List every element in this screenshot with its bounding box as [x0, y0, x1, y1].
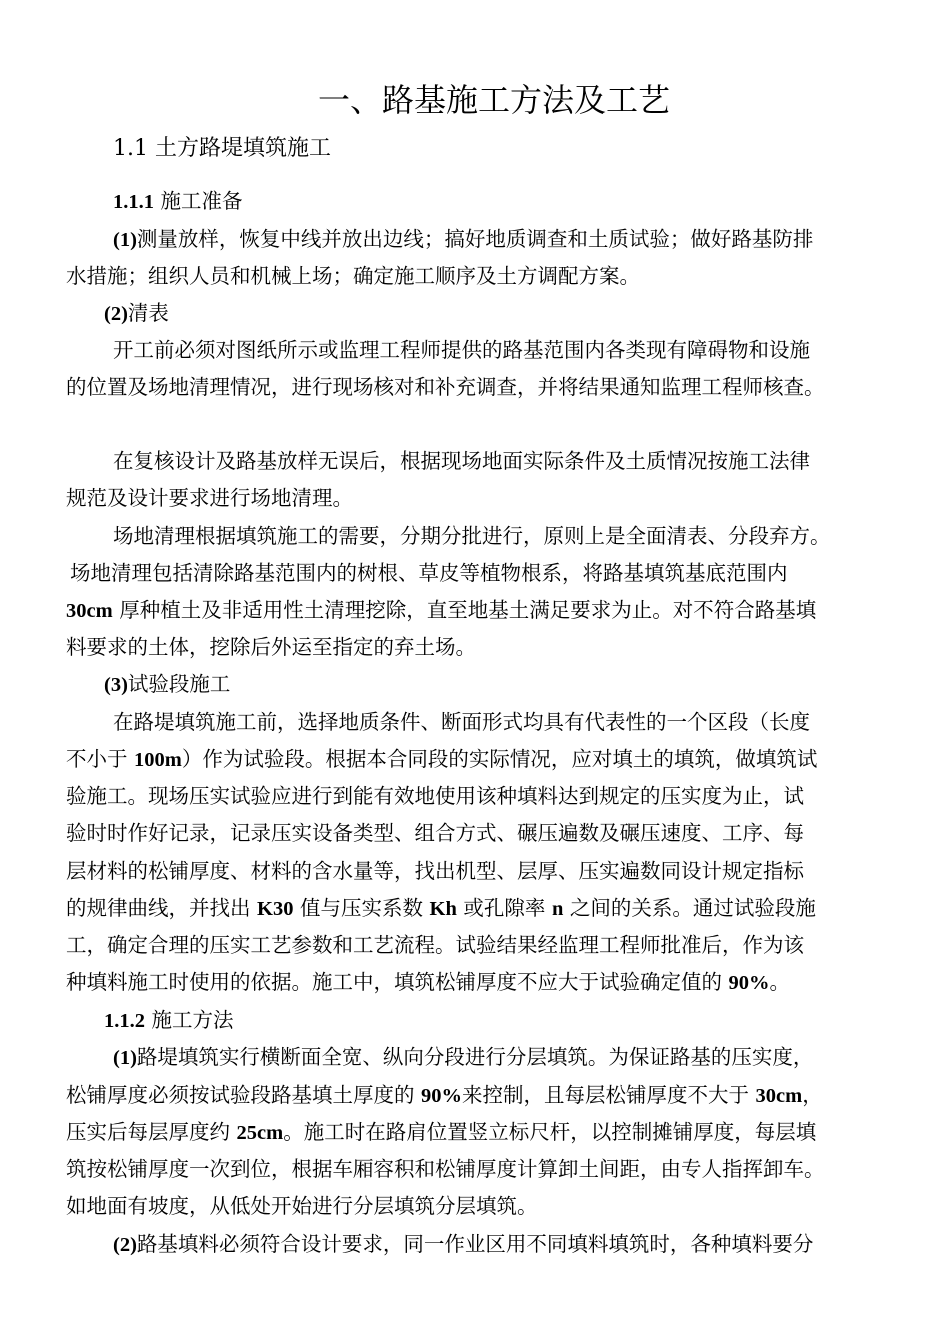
paragraph-line: 场地清理根据填筑施工的需要，分期分批进行，原则上是全面清表、分段弃方。: [113, 524, 831, 548]
paragraph-line: 30cm 厚种植土及非适用性土清理挖除，直至地基土满足要求为止。对不符合路基填: [66, 598, 817, 622]
paragraph-line: 验施工。现场压实试验应进行到能有效地使用该种填料达到规定的压实度为止，试: [66, 784, 804, 808]
paragraph-line: 水措施；组织人员和机械上场；确定施工顺序及土方调配方案。: [66, 264, 640, 288]
paragraph-line: 筑按松铺厚度一次到位，根据车厢容积和松铺厚度计算卸土间距，由专人指挥卸车。: [66, 1157, 825, 1181]
section-heading-1-1: 1.1 土方路堤填筑施工: [113, 136, 331, 161]
paragraph-line: 压实后每层厚度约 25cm。施工时在路肩位置竖立标尺杆，以控制摊铺厚度，每层填: [66, 1120, 817, 1144]
inline-number: n: [551, 898, 564, 920]
paragraph-line: 验时时作好记录，记录压实设备类型、组合方式、碾压遍数及碾压速度、工序、每: [66, 821, 804, 845]
item-number: (1): [113, 229, 137, 251]
paragraph-line: 的位置及场地清理情况，进行现场核对和补充调查，并将结果通知监理工程师核查。: [66, 375, 825, 399]
paragraph-line: 工，确定合理的压实工艺参数和工艺流程。试验结果经监理工程师批准后，作为该: [66, 933, 804, 957]
paragraph-line: 种填料施工时使用的依据。施工中，填筑松铺厚度不应大于试验确定值的 90%。: [66, 970, 791, 994]
subsection-heading-1-1-2: 1.1.2 施工方法: [104, 1008, 234, 1032]
paragraph-line: 料要求的土体，挖除后外运至指定的弃土场。: [66, 635, 476, 659]
paragraph-line: (1)测量放样，恢复中线并放出边线；搞好地质调查和土质试验；做好路基防排: [113, 227, 814, 251]
paragraph-line: 开工前必须对图纸所示或监理工程师提供的路基范围内各类现有障碍物和设施: [113, 338, 810, 362]
inline-number: 30cm: [66, 600, 113, 622]
inline-number: 25cm: [236, 1122, 284, 1144]
subsection-heading-1-1-1: 1.1.1 施工准备: [113, 189, 243, 213]
paragraph-line: 不小于 100m）作为试验段。根据本合同段的实际情况，应对填土的填筑，做填筑试: [66, 747, 818, 771]
heading-number: 1.1.1: [113, 191, 154, 213]
inline-number: 90%: [421, 1085, 463, 1107]
inline-number: Kh: [429, 898, 457, 920]
item-number: (3): [104, 674, 128, 696]
paragraph-line: 层材料的松铺厚度、材料的含水量等，找出机型、层厚、压实遍数同设计规定指标: [66, 859, 804, 883]
inline-number: 100m: [134, 749, 182, 771]
inline-number: 30cm: [755, 1085, 803, 1107]
page-title: 一、路基施工方法及工艺: [318, 81, 671, 119]
heading-number: 1.1.2: [104, 1010, 145, 1032]
paragraph-line: 如地面有坡度，从低处开始进行分层填筑分层填筑。: [66, 1194, 538, 1218]
paragraph-line: 场地清理包括清除路基范围内的树根、草皮等植物根系，将路基填筑基底范围内: [70, 561, 788, 585]
item-heading: (3)试验段施工: [104, 672, 231, 696]
paragraph-line: 在复核设计及路基放样无误后，根据现场地面实际条件及土质情况按施工法律: [113, 449, 810, 473]
paragraph-line: 在路堤填筑施工前，选择地质条件、断面形式均具有代表性的一个区段（长度: [113, 710, 810, 734]
item-number: (2): [113, 1234, 137, 1256]
paragraph-line: (2)路基填料必须符合设计要求，同一作业区用不同填料填筑时，各种填料要分: [113, 1232, 814, 1256]
inline-number: 90%: [728, 972, 770, 994]
paragraph-line: 的规律曲线，并找出 K30 值与压实系数 Kh 或孔隙率 n 之间的关系。通过试验段施: [66, 896, 816, 920]
paragraph-line: 松铺厚度必须按试验段路基填土厚度的 90%来控制，且每层松铺厚度不大于 30cm，: [66, 1083, 823, 1107]
paragraph-line: (1)路堤填筑实行横断面全宽、纵向分段进行分层填筑。为保证路基的压实度，: [113, 1045, 814, 1069]
item-heading: (2)清表: [104, 301, 169, 325]
item-number: (2): [104, 303, 128, 325]
paragraph-line: 规范及设计要求进行场地清理。: [66, 486, 353, 510]
inline-number: K30: [257, 898, 294, 920]
item-number: (1): [113, 1047, 137, 1069]
